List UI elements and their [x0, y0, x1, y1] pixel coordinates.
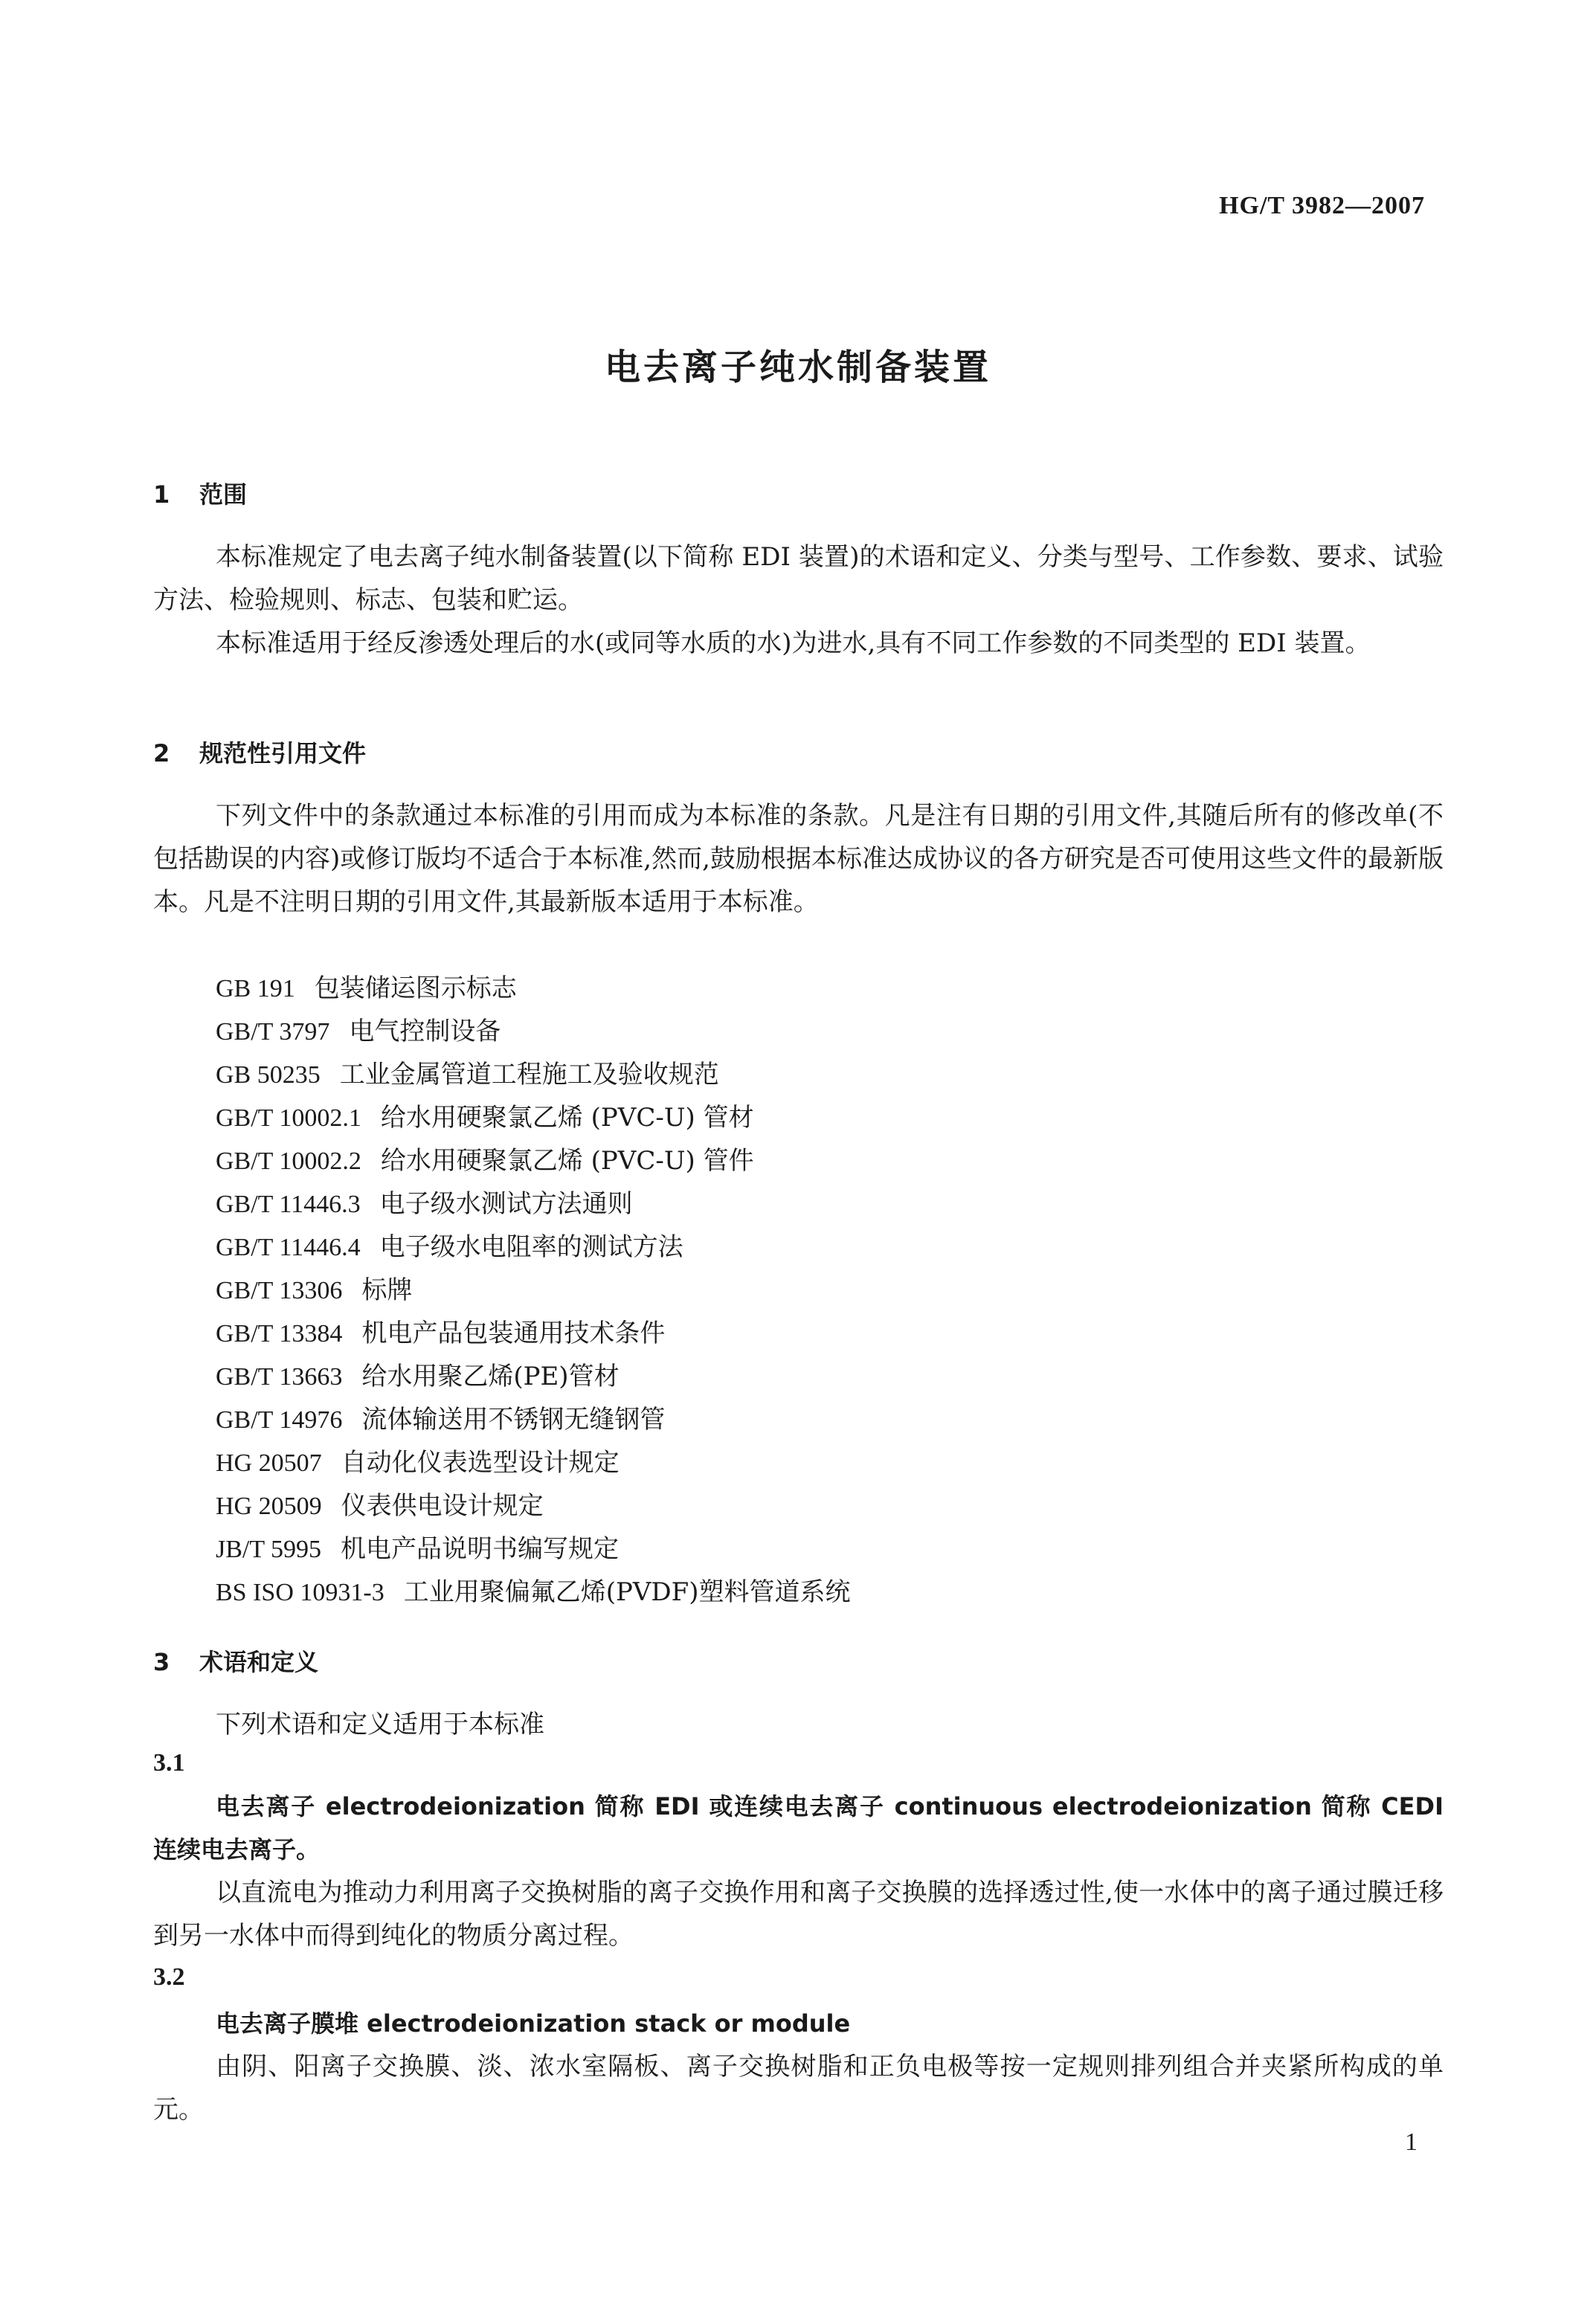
section-title: 范围	[199, 480, 248, 509]
reference-item	[216, 1226, 851, 1269]
clause-3-1-number: 3.1	[153, 1749, 185, 1777]
reference-title: 电子级水电阻率的测试方法	[379, 1232, 683, 1262]
reference-title: 工业金属管道工程施工及验收规范	[339, 1060, 719, 1089]
clause-3-2-term: 电去离子膜堆 electrodeionization stack or module	[216, 2009, 851, 2038]
reference-title: 给水用聚乙烯(PE)管材	[361, 1362, 620, 1391]
clause-3-2-number: 3.2	[153, 1963, 185, 1991]
reference-code: GB 191	[216, 975, 295, 1002]
reference-item	[216, 967, 851, 1010]
reference-item	[216, 1182, 851, 1226]
reference-code: BS ISO 10931-3	[216, 1579, 384, 1606]
reference-code: JB/T 5995	[216, 1536, 322, 1563]
reference-code: HG 20507	[216, 1449, 322, 1477]
section-number: 3	[153, 1648, 170, 1676]
reference-item	[216, 1010, 851, 1053]
reference-item	[216, 1484, 851, 1527]
reference-code: HG 20509	[216, 1493, 322, 1520]
reference-title: 流体输送用不锈钢无缝钢管	[361, 1405, 666, 1435]
clause-3-1-term: 电去离子 electrodeionization 简称 EDI 或连续电去离子 continuous electrodeionization 简称 CEDI 连续电去离子。	[153, 1792, 1444, 1864]
section-2-intro: 下列文件中的条款通过本标准的引用而成为本标准的条款。凡是注有日期的引用文件,其随后所有的修改单(不包括勘误的内容)或修订版均不适合于本标准,然而,鼓励根据本标准达成协议的各方研究是否可使用这些文件的最新版本。凡是不注明日期的引用文件,其最新版本适用于本标准。	[153, 801, 1444, 917]
section-2-heading	[153, 735, 366, 769]
section-1-paragraph-1: 本标准规定了电去离子纯水制备装置(以下简称 EDI 装置)的术语和定义、分类与型号、工作参数、要求、试验方法、检验规则、标志、包装和贮运。	[153, 542, 1444, 615]
reference-code: GB/T 3797	[216, 1018, 330, 1046]
standard-code: HG/T 3982—2007	[1219, 192, 1425, 219]
reference-item	[216, 1139, 851, 1182]
reference-code: GB/T 11446.3	[216, 1191, 361, 1218]
reference-item	[216, 1312, 851, 1355]
reference-item	[216, 1441, 851, 1484]
reference-item	[216, 1269, 851, 1312]
reference-title: 电子级水测试方法通则	[379, 1189, 633, 1219]
reference-item	[216, 1398, 851, 1441]
clause-3-2-definition: 由阴、阳离子交换膜、淡、浓水室隔板、离子交换树脂和正负电极等按一定规则排列组合并夹紧所构成的单元。	[153, 2052, 1444, 2125]
reference-item	[216, 1053, 851, 1096]
reference-title: 机电产品说明书编写规定	[341, 1534, 620, 1564]
reference-title: 标牌	[361, 1275, 413, 1305]
reference-item	[216, 1355, 851, 1398]
reference-title: 给水用硬聚氯乙烯 (PVC-U) 管材	[380, 1103, 754, 1133]
section-number: 2	[153, 739, 170, 767]
reference-code: GB 50235	[216, 1061, 321, 1089]
reference-code: GB/T 14976	[216, 1406, 343, 1434]
reference-title: 自动化仪表选型设计规定	[341, 1448, 620, 1478]
section-1-paragraph-2: 本标准适用于经反渗透处理后的水(或同等水质的水)为进水,具有不同工作参数的不同类型的 EDI 装置。	[216, 628, 1371, 658]
reference-code: GB/T 10002.2	[216, 1147, 361, 1175]
section-3-intro: 下列术语和定义适用于本标准	[216, 1710, 544, 1739]
reference-title: 工业用聚偏氟乙烯(PVDF)塑料管道系统	[403, 1577, 851, 1607]
reference-code: GB/T 13306	[216, 1277, 343, 1304]
reference-item	[216, 1571, 851, 1614]
document-title: 电去离子纯水制备装置	[604, 347, 991, 388]
reference-item	[216, 1527, 851, 1571]
reference-code: GB/T 10002.1	[216, 1104, 361, 1132]
reference-code: GB/T 11446.4	[216, 1234, 361, 1261]
normative-reference-list	[216, 967, 851, 1614]
section-title: 规范性引用文件	[199, 739, 367, 767]
section-1-heading	[153, 476, 247, 510]
page-number: 1	[1405, 2128, 1418, 2156]
reference-title: 机电产品包装通用技术条件	[361, 1319, 666, 1348]
reference-code: GB/T 13384	[216, 1320, 343, 1348]
section-number: 1	[153, 480, 170, 509]
reference-title: 包装储运图示标志	[314, 973, 517, 1003]
reference-title: 电气控制设备	[349, 1017, 501, 1046]
section-title: 术语和定义	[199, 1648, 319, 1676]
reference-code: GB/T 13663	[216, 1363, 343, 1391]
clause-3-1-definition: 以直流电为推动力利用离子交换树脂的离子交换作用和离子交换膜的选择透过性,使一水体中的离子通过膜迁移到另一水体中而得到纯化的物质分离过程。	[153, 1878, 1444, 1951]
reference-title: 仪表供电设计规定	[341, 1491, 544, 1521]
reference-title: 给水用硬聚氯乙烯 (PVC-U) 管件	[380, 1146, 754, 1176]
section-3-heading	[153, 1643, 318, 1678]
reference-item	[216, 1096, 851, 1139]
